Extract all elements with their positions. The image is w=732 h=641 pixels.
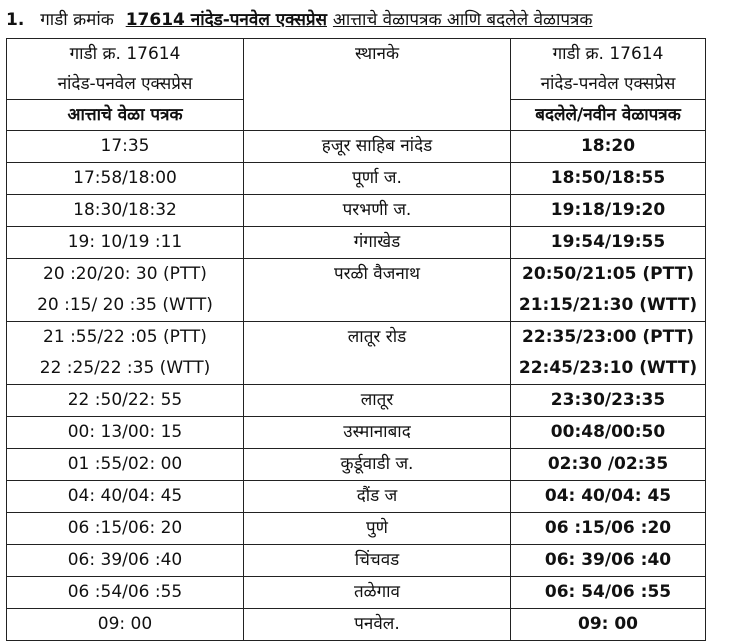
- new-time: 18:50/18:55: [511, 163, 706, 195]
- header-stations: स्थानके: [244, 39, 511, 131]
- table-row: [7, 385, 706, 417]
- header-new-train-name: नांदेड-पनवेल एक्सप्रेस: [511, 69, 706, 100]
- new-time: 04: 40/04: 45: [511, 481, 706, 513]
- station-name: लातूर रोड: [244, 322, 511, 385]
- station-name: चिंचवड: [244, 545, 511, 577]
- heading-rest: आत्ताचे वेळापत्रक आणि बदलेले वेळापत्रक: [332, 10, 593, 30]
- table-row: [7, 481, 706, 513]
- station-name: परळी वैजनाथ: [244, 259, 511, 322]
- table-row: [7, 513, 706, 545]
- new-time: 20:50/21:05 (PTT): [511, 259, 706, 291]
- new-time: 02:30 /02:35: [511, 449, 706, 481]
- new-time: 23:30/23:35: [511, 385, 706, 417]
- new-time: 19:18/19:20: [511, 195, 706, 227]
- new-time: 19:54/19:55: [511, 227, 706, 259]
- old-time: 01 :55/02: 00: [7, 449, 244, 481]
- old-time: 09: 00: [7, 609, 244, 641]
- timetable: [6, 38, 706, 641]
- station-name: हजूर साहिब नांदेड: [244, 131, 511, 163]
- header-old-train-no: गाडी क्र. 17614: [7, 39, 244, 70]
- new-time: 18:20: [511, 131, 706, 163]
- old-time: 06: 39/06 :40: [7, 545, 244, 577]
- table-row: [7, 417, 706, 449]
- station-name: पनवेल.: [244, 609, 511, 641]
- table-row: [7, 163, 706, 195]
- old-time: 20 :20/20: 30 (PTT): [7, 259, 244, 291]
- station-name: कुर्डूवाडी ज.: [244, 449, 511, 481]
- old-time: 06 :54/06 :55: [7, 577, 244, 609]
- old-time-wtt: 22 :25/22 :35 (WTT): [7, 353, 244, 385]
- new-time: 06 :15/06 :20: [511, 513, 706, 545]
- table-row: [7, 609, 706, 641]
- table-row: [7, 259, 706, 291]
- table-row: [7, 195, 706, 227]
- station-name: पूर्णा ज.: [244, 163, 511, 195]
- header-old-train-name: नांदेड-पनवेल एक्सप्रेस: [7, 69, 244, 100]
- new-time: 09: 00: [511, 609, 706, 641]
- station-name: उस्मानाबाद: [244, 417, 511, 449]
- table-row: [7, 131, 706, 163]
- heading-lead: गाडी क्रमांक: [40, 10, 114, 30]
- old-time: 19: 10/19 :11: [7, 227, 244, 259]
- station-name: तळेगाव: [244, 577, 511, 609]
- station-name: गंगाखेड: [244, 227, 511, 259]
- old-time: 22 :50/22: 55: [7, 385, 244, 417]
- new-time: 22:35/23:00 (PTT): [511, 322, 706, 354]
- table-row: [7, 227, 706, 259]
- old-time: 04: 40/04: 45: [7, 481, 244, 513]
- station-name: लातूर: [244, 385, 511, 417]
- old-time: 17:35: [7, 131, 244, 163]
- station-name: पुणे: [244, 513, 511, 545]
- new-time: 00:48/00:50: [511, 417, 706, 449]
- new-time-wtt: 21:15/21:30 (WTT): [511, 290, 706, 322]
- table-row: [7, 449, 706, 481]
- old-time: 06 :15/06: 20: [7, 513, 244, 545]
- heading-number: 1.: [6, 10, 25, 30]
- table-row: [7, 545, 706, 577]
- document-heading: [6, 6, 726, 34]
- new-time: 06: 54/06 :55: [511, 577, 706, 609]
- old-time: 17:58/18:00: [7, 163, 244, 195]
- header-new-timetable: बदलेले/नवीन वेळापत्रक: [511, 100, 706, 131]
- header-new-train-no: गाडी क्र. 17614: [511, 39, 706, 70]
- new-time-wtt: 22:45/23:10 (WTT): [511, 353, 706, 385]
- header-old-timetable: आत्ताचे वेळा पत्रक: [7, 100, 244, 131]
- old-time-wtt: 20 :15/ 20 :35 (WTT): [7, 290, 244, 322]
- old-time: 21 :55/22 :05 (PTT): [7, 322, 244, 354]
- station-name: दौंड ज: [244, 481, 511, 513]
- new-time: 06: 39/06 :40: [511, 545, 706, 577]
- heading-train: 17614 नांदेड-पनवेल एक्सप्रेस: [125, 10, 327, 30]
- table-row: [7, 577, 706, 609]
- table-row: [7, 322, 706, 354]
- old-time: 00: 13/00: 15: [7, 417, 244, 449]
- old-time: 18:30/18:32: [7, 195, 244, 227]
- station-name: परभणी ज.: [244, 195, 511, 227]
